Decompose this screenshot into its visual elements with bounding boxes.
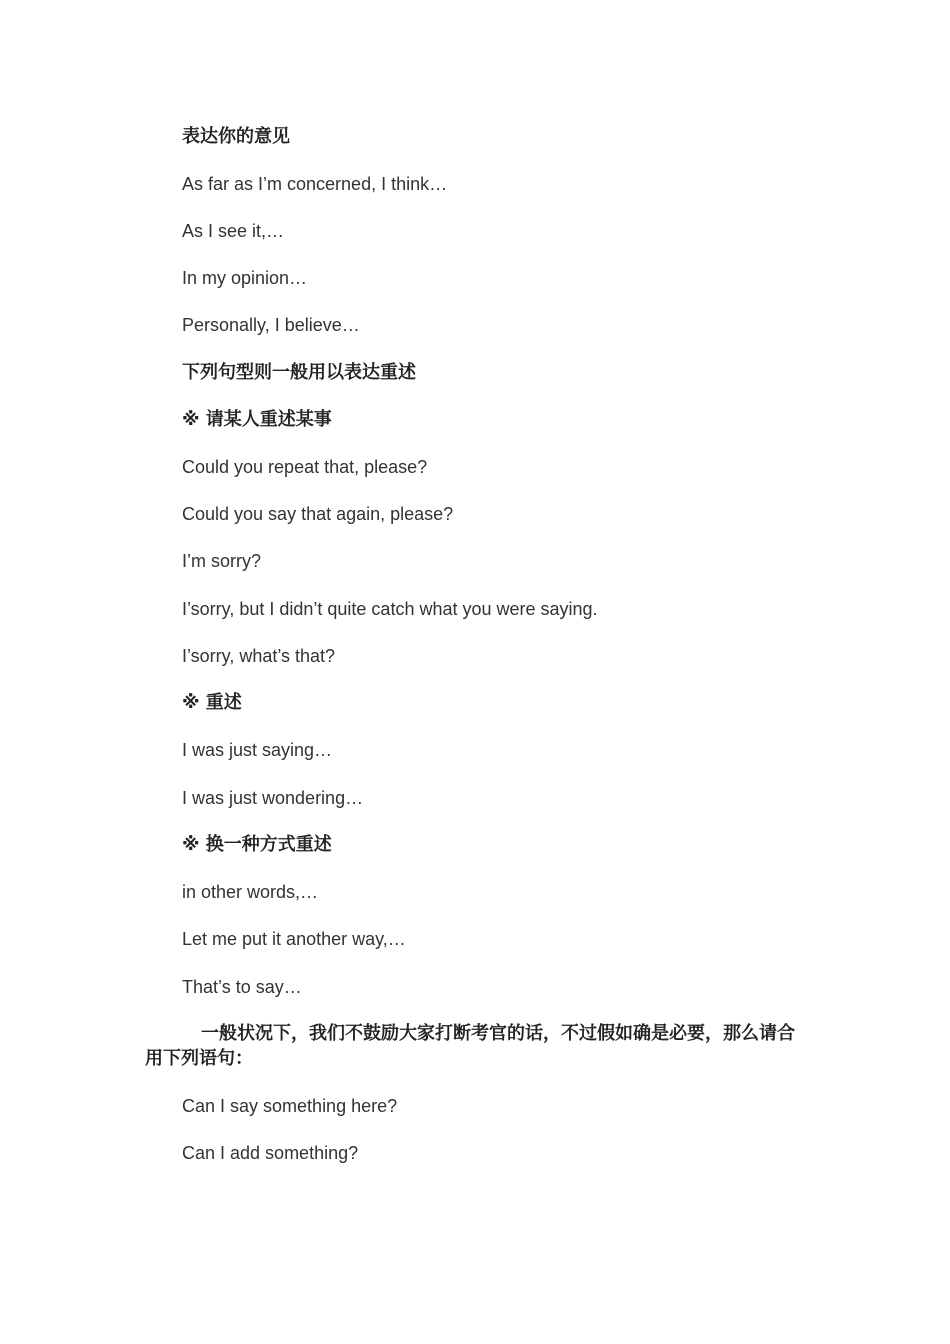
interrupt-paragraph: 一般状况下，我们不鼓励大家打断考官的话，不过假如确是必要，那么请合用下列语句： [145, 1023, 795, 1069]
heading-express-opinion: 表达你的意见 [182, 126, 290, 147]
phrase-line: In my opinion… [182, 268, 308, 288]
phrase-line: in other words,… [182, 882, 319, 902]
phrase-line: As far as I’m concerned, I think… [182, 174, 448, 194]
heading-restate: 下列句型则一般用以表达重述 [182, 362, 416, 383]
phrase-line: Can I add something? [182, 1143, 359, 1163]
phrase-line: I’sorry, but I didn’t quite catch what you were saying. [182, 599, 598, 619]
phrase-line: I was just wondering… [182, 788, 364, 808]
phrase-line: I was just saying… [182, 740, 333, 760]
phrase-line: That’s to say… [182, 977, 302, 997]
subheading-restate: ※ 重述 [182, 692, 242, 713]
phrase-line: As I see it,… [182, 221, 285, 241]
phrase-line: Personally, I believe… [182, 315, 360, 335]
phrase-line: I’m sorry? [182, 551, 262, 571]
phrase-line: Let me put it another way,… [182, 929, 406, 949]
subheading-rephrase: ※ 换一种方式重述 [182, 834, 332, 855]
phrase-line: Can I say something here? [182, 1096, 398, 1116]
subheading-ask-repeat: ※ 请某人重述某事 [182, 409, 332, 430]
phrase-line: Could you repeat that, please? [182, 457, 428, 477]
phrase-line: Could you say that again, please? [182, 504, 454, 524]
phrase-line: I’sorry, what’s that? [182, 646, 336, 666]
